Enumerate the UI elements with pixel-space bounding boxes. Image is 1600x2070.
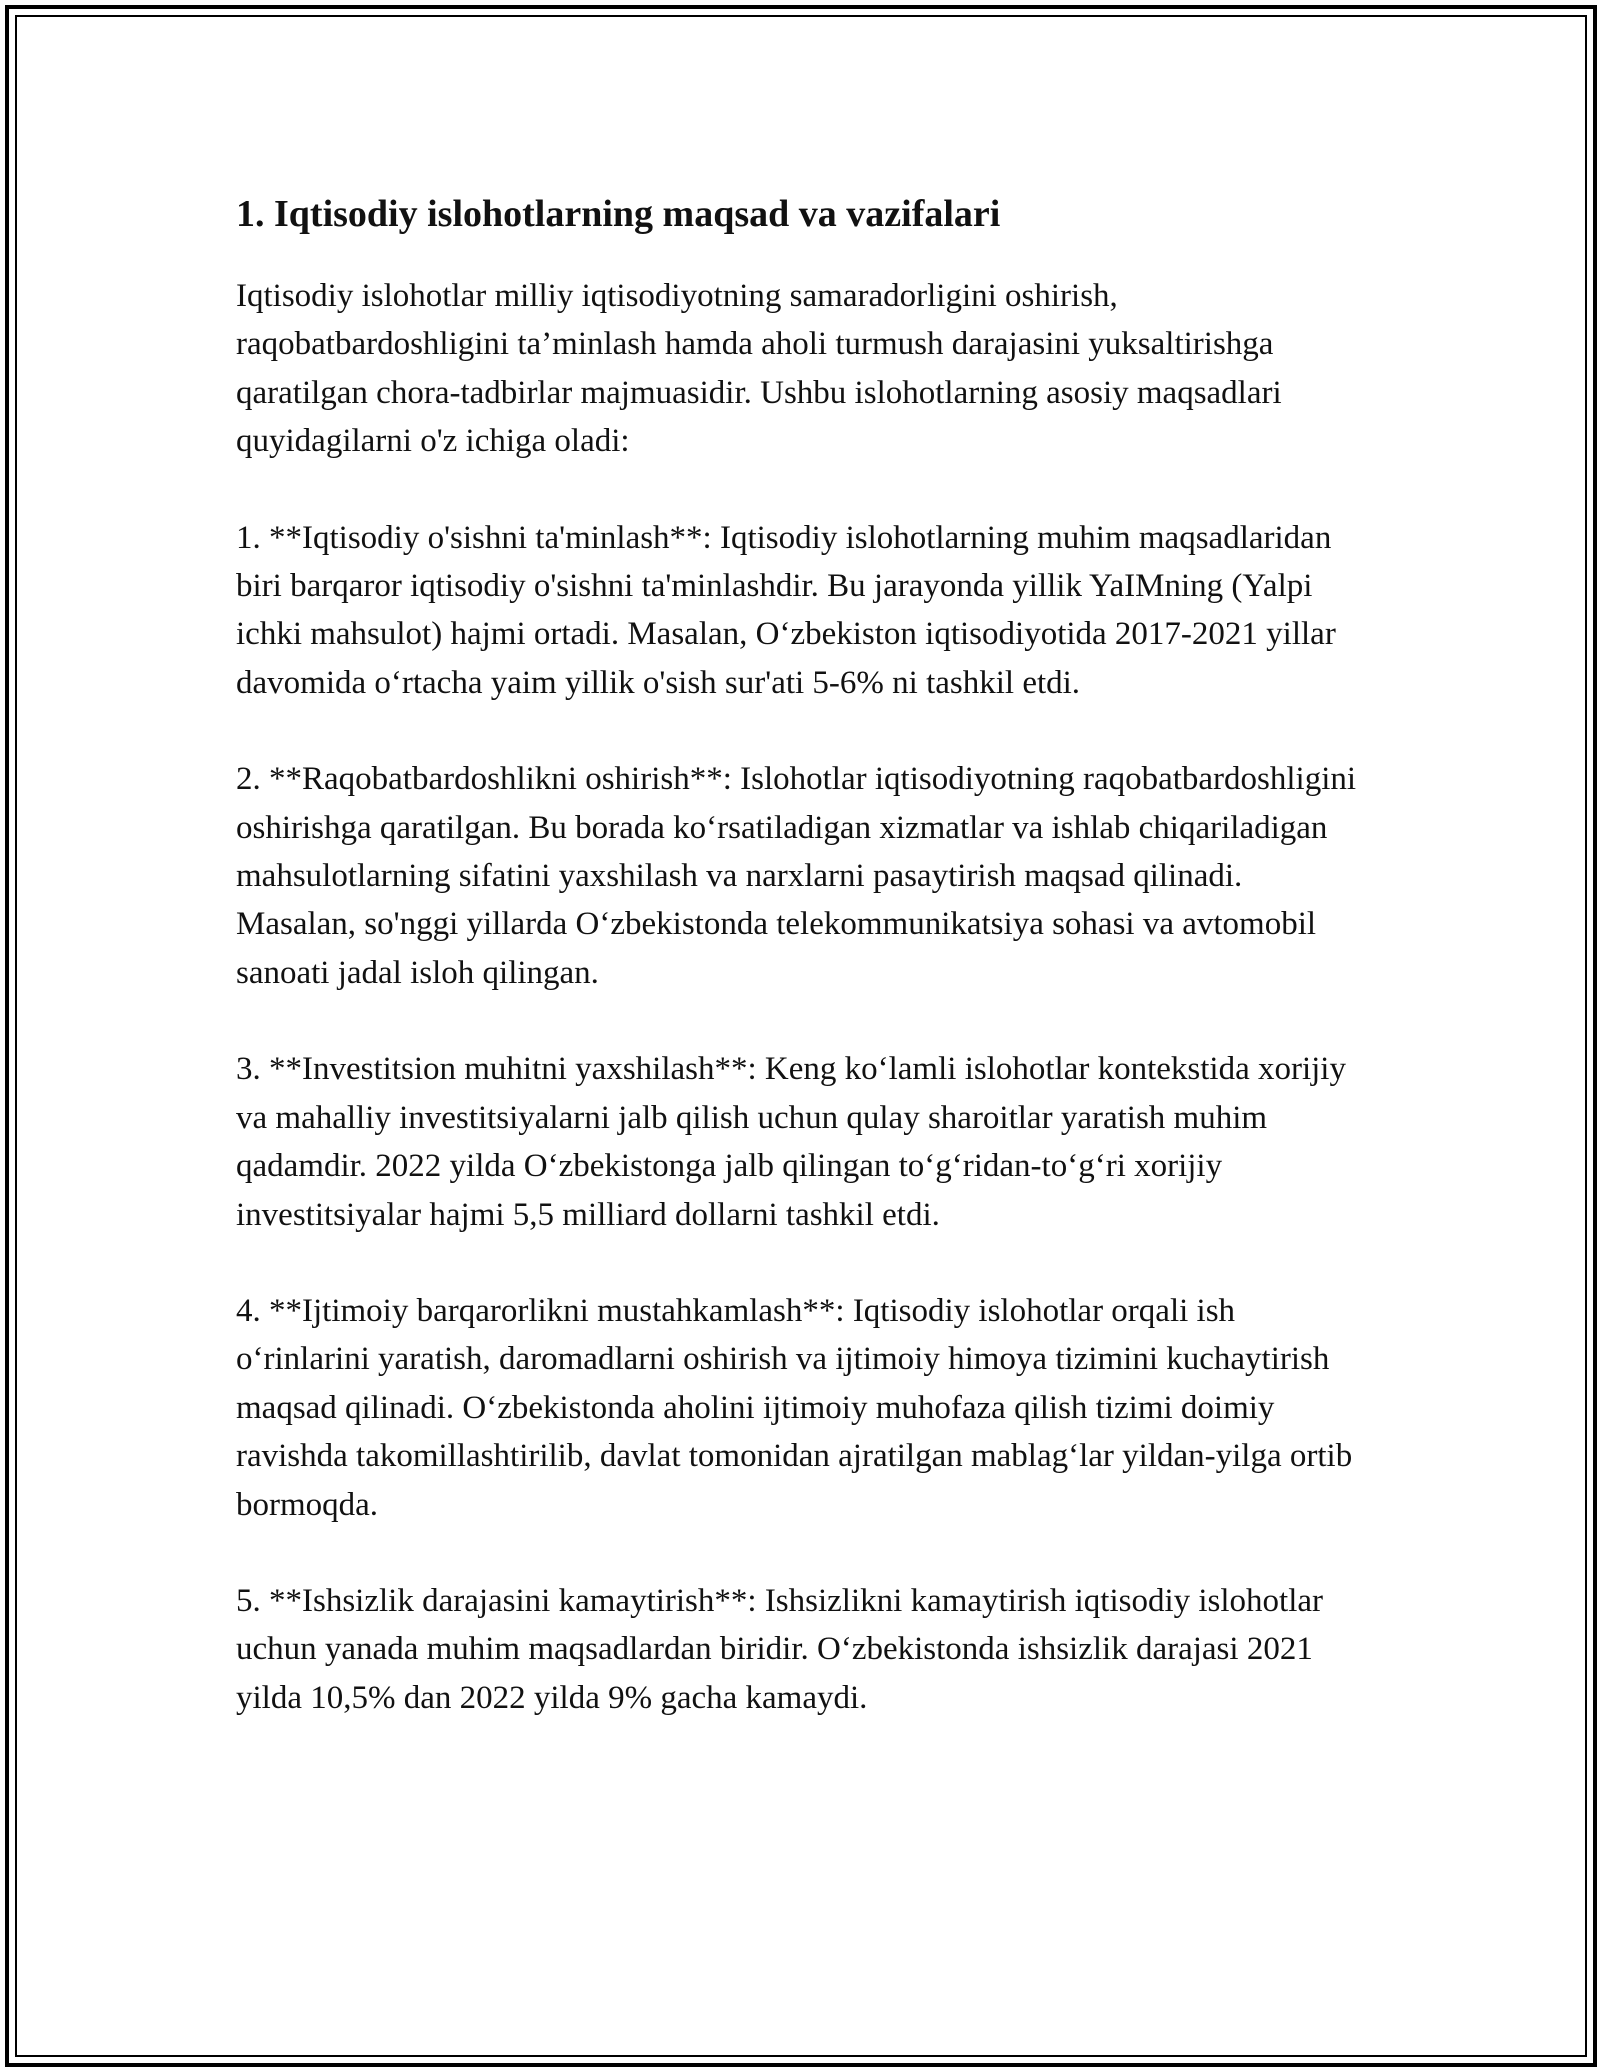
list-item: 1. **Iqtisodiy o'sishni ta'minlash**: Iqtisodiy islohotlarning muhim maqsadlaridan biri barqaror iqtisodiy o'sishni ta'minlashdir. Bu jarayonda yillik YaIMning (Yalpi ichki mahsulot) hajmi ortadi. Masalan, O‘zbekiston iqtisodiyotida 2017-2021 yillar davomida o‘rtacha yaim yillik o'sish sur'ati 5-6% ni tashkil etdi. bbox=[236, 519, 1336, 701]
document-body bbox=[236, 186, 1366, 1770]
list-item: 3. **Investitsion muhitni yaxshilash**: Keng ko‘lamli islohotlar kontekstida xorijiy va mahalliy investitsiyalarni jalb qilish uchun qulay sharoitlar yaratish muhim qadamdir. 2022 yilda O‘zbekistonga jalb qilingan to‘g‘ridan-to‘g‘ri xorijiy investitsiyalar hajmi 5,5 milliard dollarni tashkil etdi. bbox=[236, 1051, 1346, 1233]
document-title: 1. Iqtisodiy islohotlarning maqsad va vazifalari bbox=[236, 193, 1001, 235]
list-item: 2. **Raqobatbardoshlikni oshirish**: Islohotlar iqtisodiyotning raqobatbardoshligini oshirishga qaratilgan. Bu borada ko‘rsatiladigan xizmatlar va ishlab chiqariladigan mahsulotlarning sifatini yaxshilash va narxlarni pasaytirish maqsad qilinadi. Masalan, so'nggi yillarda O‘zbekistonda telekommunikatsiya sohasi va avtomobil sanoati jadal isloh qilingan. bbox=[236, 761, 1357, 991]
list-item: 5. **Ishsizlik darajasini kamaytirish**: Ishsizlikni kamaytirish iqtisodiy islohotlar uchun yanada muhim maqsadlardan biridir. O‘zbekistonda ishsizlik darajasi 2021 yilda 10,5% dan 2022 yilda 9% gacha kamaydi. bbox=[236, 1582, 1324, 1716]
intro-paragraph: Iqtisodiy islohotlar milliy iqtisodiyotning samaradorligini oshirish, raqobatbardoshligini ta’minlash hamda aholi turmush darajasini yuksaltirishga qaratilgan chora-tadbirlar majmuasidir. Ushbu islohotlarning asosiy maqsadlari quyidagilarni o'z ichiga oladi: bbox=[236, 278, 1282, 460]
list-item: 4. **Ijtimoiy barqarorlikni mustahkamlash**: Iqtisodiy islohotlar orqali ish o‘rinlarini yaratish, daromadlarni oshirish va ijtimoiy himoya tizimini kuchaytirish maqsad qilinadi. O‘zbekistonda aholini ijtimoiy muhofaza qilish tizimi doimiy ravishda takomillashtirilib, davlat tomonidan ajratilgan mablag‘lar yildan-yilga ortib bormoqda. bbox=[236, 1292, 1353, 1523]
